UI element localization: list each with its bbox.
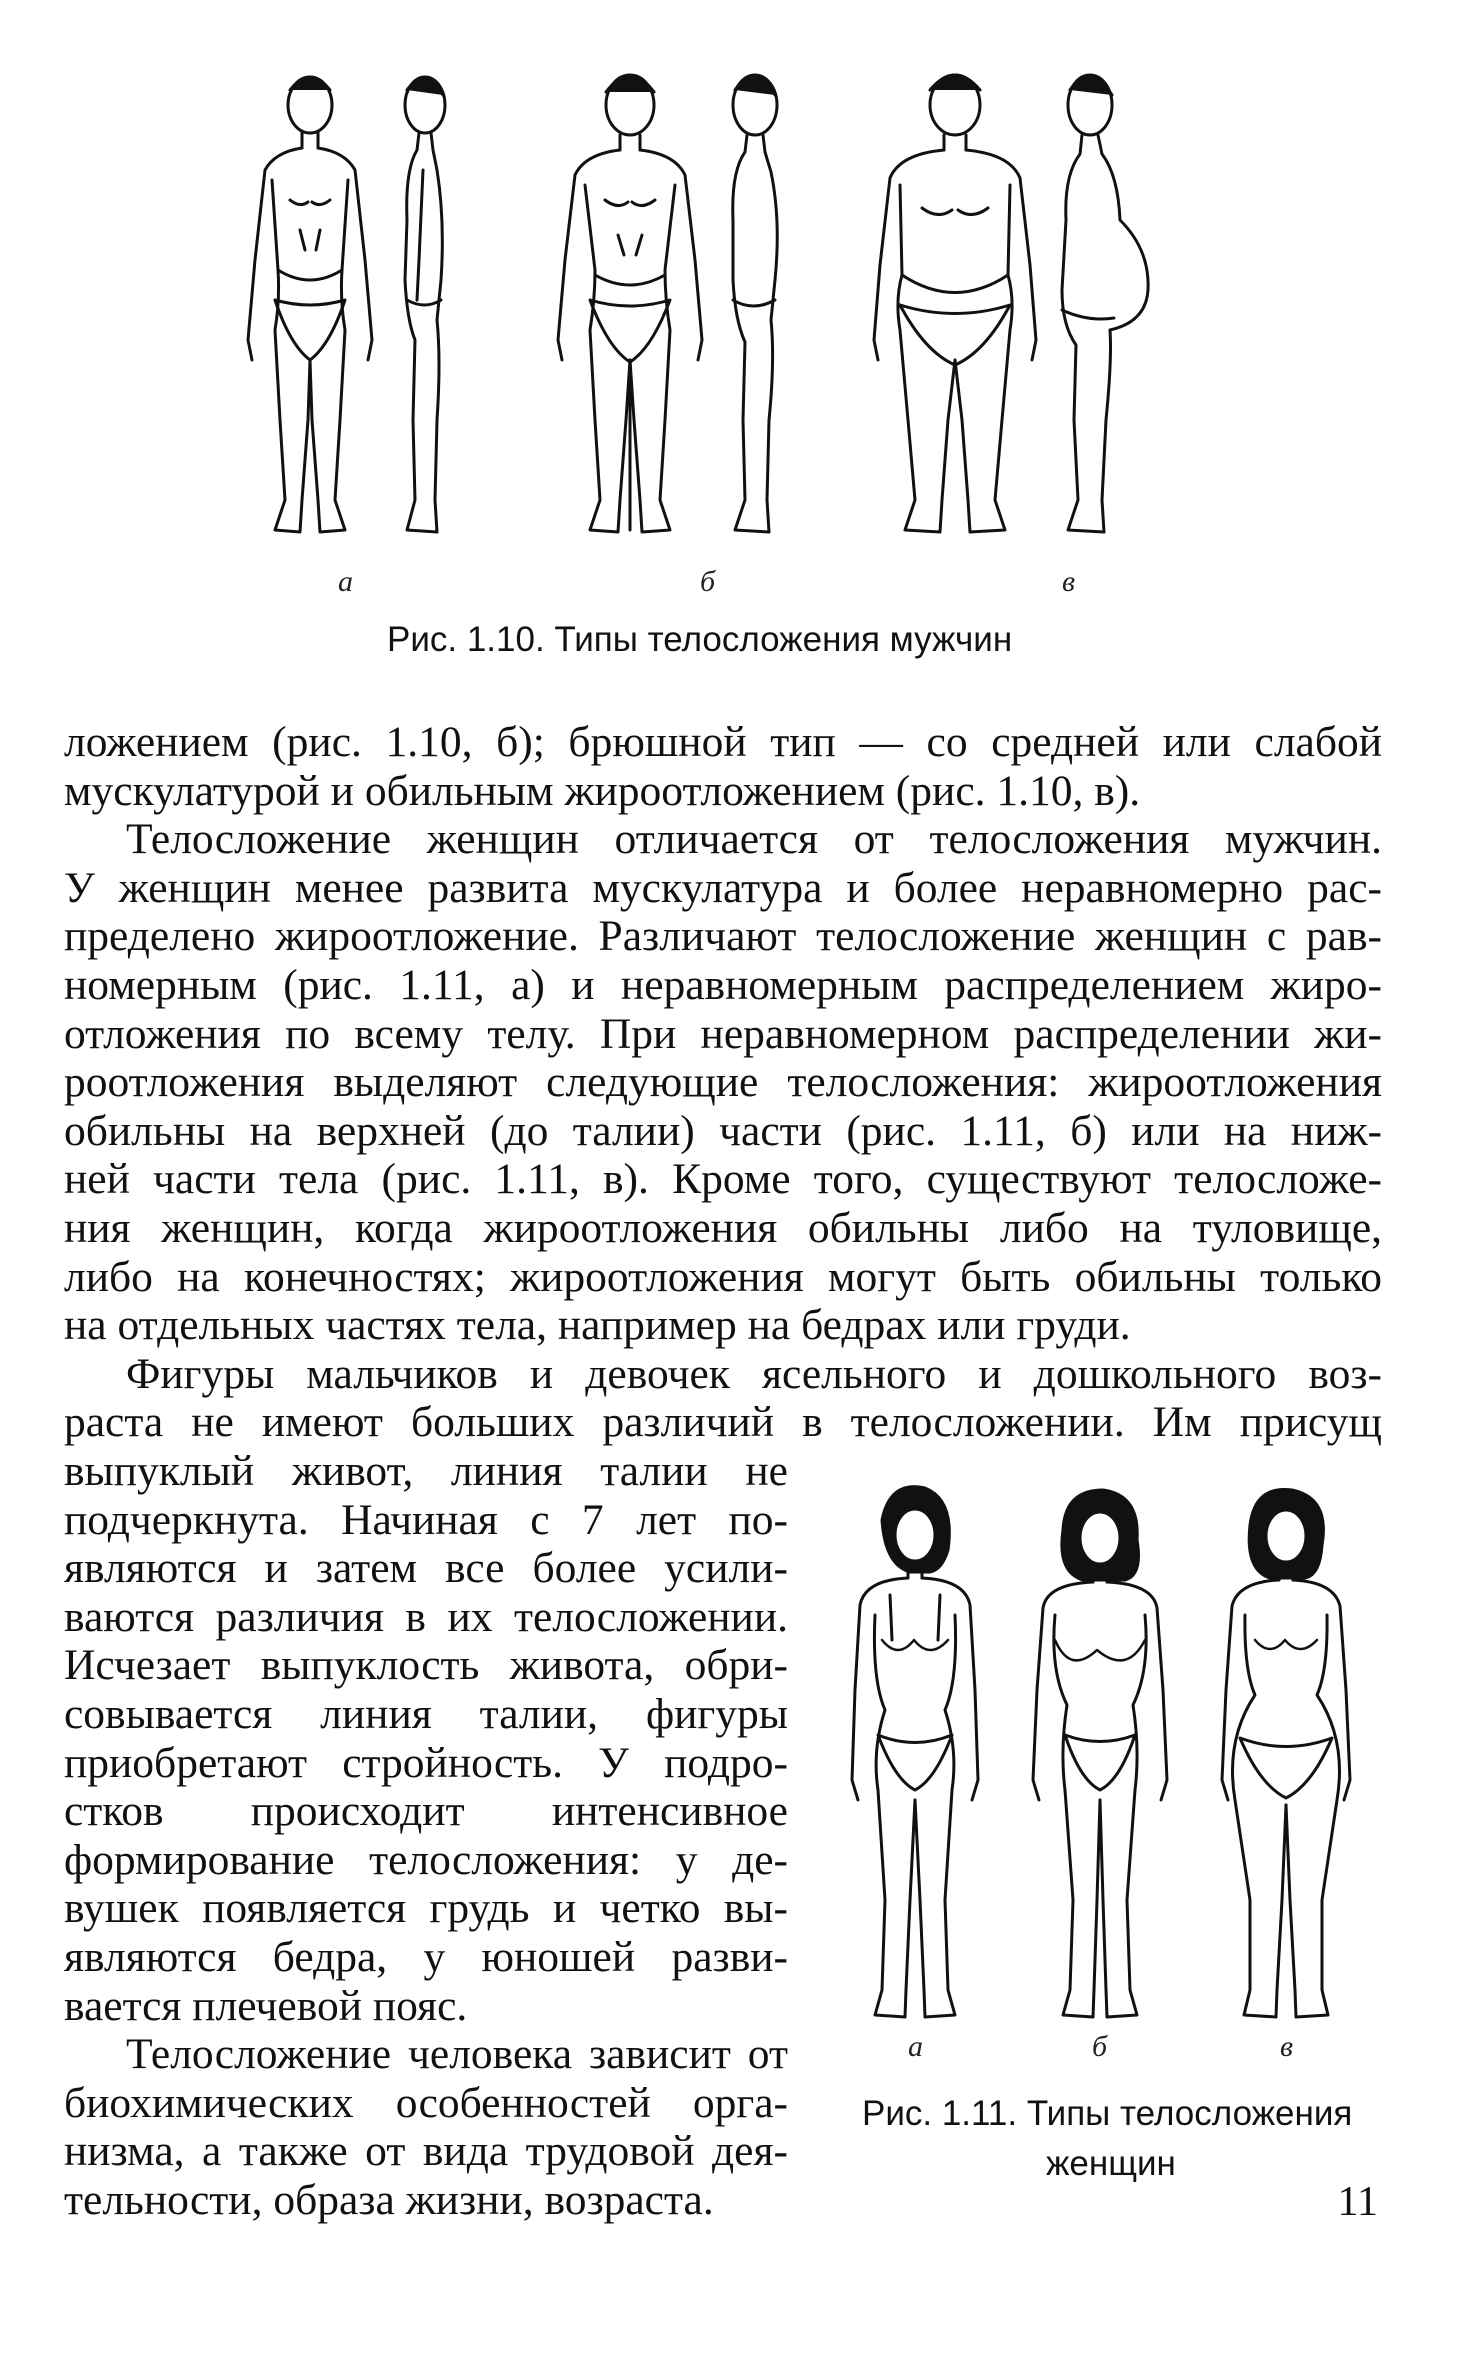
text-line: Телосложение женщин отличается от телосложения мужчин.: [126, 815, 1382, 864]
figure-1-10-label-c: в: [1062, 565, 1076, 598]
figure-1-10-label-a: а: [338, 565, 353, 598]
text-line: мускулатурой и обильным жироотложением (рис. 1.10, в).: [64, 766, 1141, 815]
female-figure-c: [1222, 1489, 1350, 2017]
text-line: на отдельных частях тела, например на бедрах или груди.: [64, 1301, 1131, 1350]
female-body-types-drawing: [830, 1480, 1390, 2050]
text-line: приобретают стройность. У подро-: [64, 1738, 788, 1787]
male-figure-a-side: [405, 77, 445, 532]
text-line: совывается линия талии, фигуры: [64, 1689, 788, 1738]
text-line: ложением (рис. 1.10, б); брюшной тип — со средней или слабой: [64, 718, 1382, 766]
text-line: стков происходит интенсивное: [64, 1787, 788, 1836]
text-line: тельности, образа жизни, возраста.: [64, 2175, 714, 2224]
text-line: номерным (рис. 1.11, а) и неравномерным распределением жиро-: [64, 960, 1382, 1009]
female-figure-a: [852, 1487, 978, 2017]
text-line: вается плечевой пояс.: [64, 1981, 468, 2030]
body-text-left-column: [64, 1447, 788, 2225]
text-line: отложения по всему телу. При неравномерном распределении жи-: [64, 1009, 1382, 1058]
text-line: вушек появляется грудь и четко вы-: [64, 1884, 788, 1933]
male-body-types-drawing: [220, 60, 1180, 580]
male-figure-a-front: [248, 77, 372, 532]
female-figure-b: [1033, 1490, 1167, 2017]
text-line: ваются различия в их телосложении.: [64, 1592, 788, 1641]
body-text-top: [64, 718, 1382, 1447]
figure-1-11-label-c: в: [1280, 2030, 1294, 2063]
text-line: являются и затем все более усили-: [64, 1544, 788, 1593]
figure-1-11-label-b: б: [1092, 2030, 1108, 2063]
figure-1-10-caption: Рис. 1.10. Типы телосложения мужчин: [387, 620, 1013, 659]
male-figure-c-side: [1062, 75, 1148, 532]
figure-1-10-illustration: [220, 60, 1180, 598]
figure-1-10-label-b: б: [700, 565, 716, 598]
text-line: Исчезает выпуклость живота, обри-: [64, 1641, 788, 1690]
text-line: обильны на верхней (до талии) части (рис. 1.11, б) или на ниж-: [64, 1106, 1382, 1155]
text-line: роотложения выделяют следующие телосложения: жироотложения: [64, 1058, 1382, 1107]
text-line: низма, а также от вида трудовой дея-: [64, 2127, 788, 2176]
text-line: либо на конечностях; жироотложения могут быть обильны только: [64, 1252, 1382, 1301]
text-line: формирование телосложения: у де-: [64, 1835, 788, 1884]
male-figure-b-side: [733, 75, 778, 532]
text-line: пределено жироотложение. Различают телосложение женщин с рав-: [64, 912, 1382, 961]
text-line: ния женщин, когда жироотложения обильны либо на туловище,: [64, 1203, 1382, 1252]
figure-1-11-caption-line-2: женщин: [1046, 2144, 1176, 2183]
text-line: выпуклый живот, линия талии не: [64, 1447, 788, 1495]
text-line: являются бедра, у юношей разви-: [64, 1932, 788, 1981]
text-line: биохимических особенностей орга-: [64, 2078, 788, 2127]
text-line: подчеркнута. Начиная с 7 лет по-: [64, 1495, 788, 1544]
male-figure-b-front: [558, 75, 702, 532]
text-line: Телосложение человека зависит от: [126, 2030, 788, 2079]
text-line: ней части тела (рис. 1.11, в). Кроме того, существуют телосложе-: [64, 1155, 1382, 1204]
male-figure-c-front: [874, 75, 1036, 532]
text-line: раста не имеют больших различий в телосложении. Им присущ: [64, 1398, 1382, 1447]
page-number: 11: [1337, 2179, 1378, 2225]
figure-1-11-caption-line-1: Рис. 1.11. Типы телосложения: [862, 2094, 1353, 2133]
figure-1-11-label-a: а: [908, 2030, 923, 2063]
text-line: Фигуры мальчиков и девочек ясельного и дошкольного воз-: [126, 1349, 1382, 1398]
figure-1-11-illustration: [830, 1480, 1390, 2063]
text-line: У женщин менее развита мускулатура и более неравномерно рас-: [64, 863, 1382, 912]
